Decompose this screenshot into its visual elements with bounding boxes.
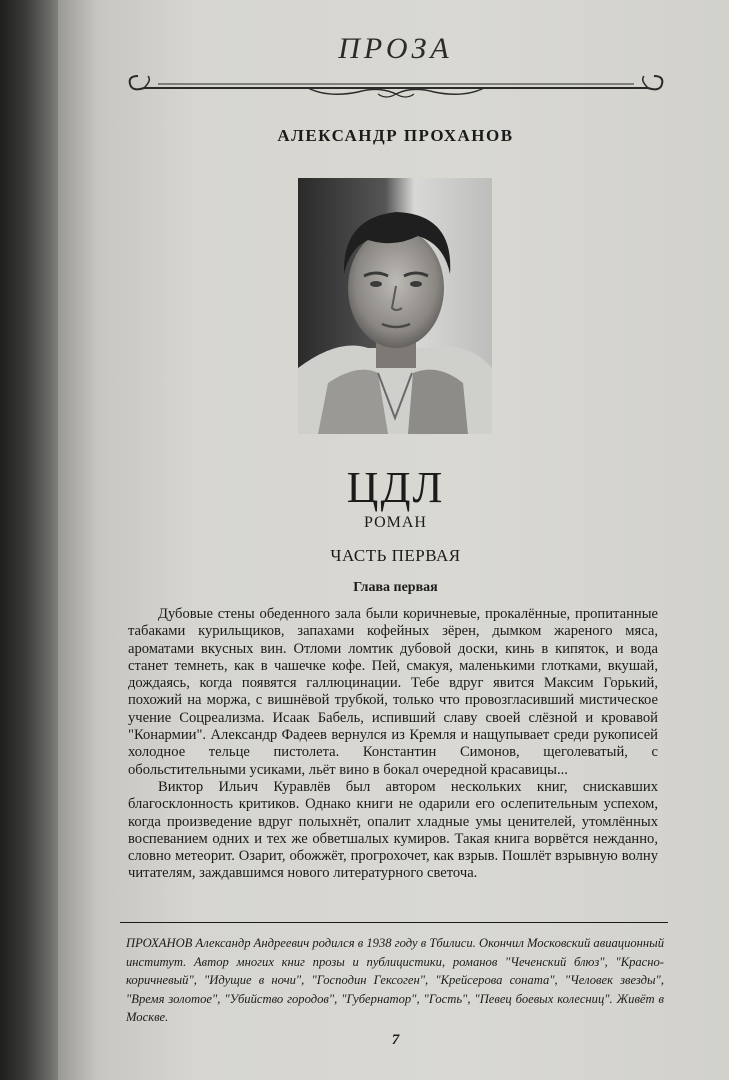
page-number: 7 (391, 1032, 400, 1048)
novel-title: ЦДЛ (346, 463, 445, 512)
author-portrait (298, 178, 492, 434)
genre-label: РОМАН (364, 514, 427, 531)
author-name: АЛЕКСАНДР ПРОХАНОВ (277, 126, 514, 145)
author-bio-footnote: ПРОХАНОВ Александр Андреевич родился в 1938 году в Тбилиси. Окончил Московский авиационный институт. Автор многих книг прозы и публицистики, романов "Чеченский блюз", "Красно-коричневый", "Идущие в ночи", "Господин Гексоген", "Крейсерова соната", "Человек звезды", "Время золотое", "Убийство городов", "Губернатор", "Гость", "Певец боевых колесниц". Живёт в Москве. (126, 936, 664, 1024)
paragraph: Виктор Ильич Куравлёв был автором нескольких книг, снискавших благосклонность критиков. Однако книги не одарили его ослепительным успехом, когда произведение вдруг полыхнёт, опалит хладные умы ценителей, утомлённых воспеванием одних и тех же обветшалых кумиров. Такая книга ворвётся нежданно, словно метеорит. Озарит, обожжёт, прогрохочет, как взрыв. Пошлёт взрывную волну читателям, заждавшимся нового литературного светоча. (128, 778, 658, 882)
section-header (118, 22, 673, 100)
book-page (58, 0, 729, 1080)
footnote-divider (120, 922, 668, 923)
part-heading: ЧАСТЬ ПЕРВАЯ (330, 546, 461, 565)
ornament-divider (118, 66, 673, 100)
portrait-image (298, 178, 492, 434)
chapter-heading: Глава первая (353, 580, 438, 595)
body-text (128, 606, 658, 883)
paragraph: Дубовые стены обеденного зала были коричневые, прокалённые, пропитанные табаками курильщиков, запахами кофейных зёрен, дымком жареного мяса, ароматами вкусных вин. Отломи ломтик дубовой доски, кинь в кипяток, и вода станет темнеть, как в чашечке кофе. Пей, смакуя, маленькими глотками, вкушай, дождаясь, когда появятся галлюцинации. Тебе вдруг явится Максим Горький, похожий на моржа, с вишнёвой трубкой, только что провозгласивший мистическое учение Соцреализма. Исаак Бабель, испивший славу своей слёзной и кровавой "Конармии". Александр Фадеев вернулся из Кремля и нащупывает среди рукописей холодное тельце пистолета. Константин Симонов, щеголеватый, с обольстительными усиками, льёт вино в бокал очередной красавицы... (128, 606, 658, 778)
section-title: ПРОЗА (338, 32, 453, 65)
book-spine-shadow (0, 0, 62, 1080)
